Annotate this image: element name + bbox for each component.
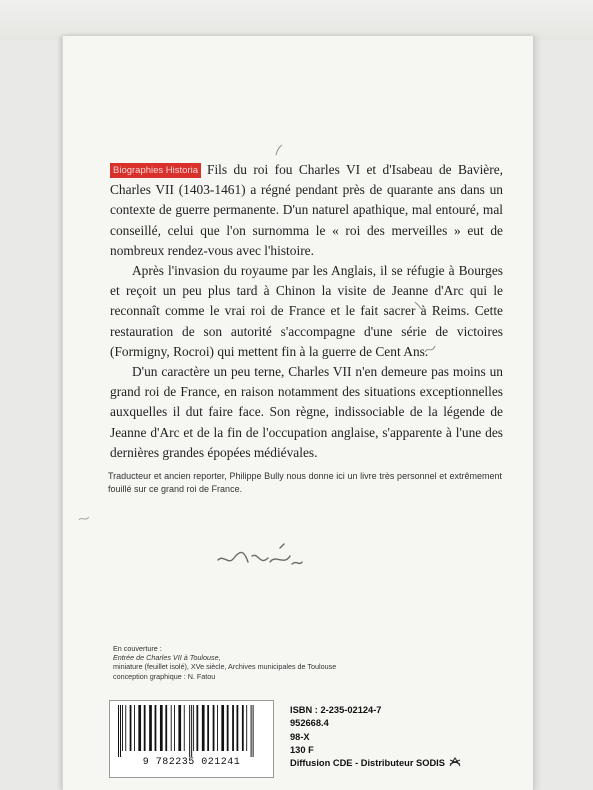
blurb-text-1: Fils du roi fou Charles VI et d'Isabeau de Bavière, Charles VII (1403-1461) a régné pendant près de quarante ans dans un contexte de guerre permanente. D'un naturel apathique, mal entouré, mal conseillé, celui que l'on surnomma le « roi des merveilles » eut de nombreux rendez-vous avec l'histoire.	[110, 162, 503, 258]
barcode-bar	[149, 705, 152, 751]
barcode-bar	[160, 705, 163, 751]
back-cover-blurb	[110, 160, 503, 463]
barcode-bar	[122, 705, 123, 751]
code-line: 98-X	[290, 731, 310, 742]
barcode-bar	[246, 705, 247, 751]
pencil-tick-icon	[423, 342, 437, 356]
isbn-block	[290, 704, 461, 770]
pencil-tick-icon	[77, 514, 93, 524]
blurb-paragraph-3: D'un caractère un peu terne, Charles VII n'en demeure pas moins un grand roi de France, en raison notamment des situations exceptionnelles auxquelles il dut faire face. Son règne, indissociable de la légende de Jeanne d'Arc et de la fin de l'occupation anglaise, s'apparente à l'une des dernières grandes épopées médiévales.	[110, 364, 503, 460]
barcode-bar	[184, 705, 185, 751]
series-tag: Biographies Historia	[110, 163, 201, 178]
barcode-bar	[207, 705, 209, 751]
barcode-bar	[232, 705, 234, 751]
book-back-cover	[62, 36, 534, 790]
sodis-logo-icon	[449, 757, 461, 767]
credits-line: miniature (feuillet isolé), XVe siècle, Archives municipales de Toulouse	[113, 662, 337, 672]
barcode-bar	[242, 705, 244, 751]
barcode-bar	[221, 705, 224, 751]
barcode-bar	[227, 705, 229, 751]
distributor-text: Diffusion CDE - Distributeur SODIS	[290, 758, 445, 769]
author-note: Traducteur et ancien reporter, Philippe Bully nous donne ici un livre très personnel et extrêmement fouillé sur ce grand roi de France.	[108, 471, 502, 494]
barcode-bar	[165, 705, 167, 751]
barcode-bar	[196, 705, 198, 751]
barcode-bar	[125, 705, 126, 751]
barcode-bar	[178, 705, 181, 751]
barcode-bar	[189, 705, 190, 757]
blurb-paragraph-2: Après l'invasion du royaume par les Anglais, il se réfugie à Bourges et reçoit un peu plus tard à Chinon la visite de Jeanne d'Arc qui le reconnaît comme le vrai roi de France et le fait sacrer à Reims. Cette restauration de son autorité s'accompagne d'une série de victoires (Formigny, Rocroi) qui mettent fin à la guerre de Cent Ans.	[110, 263, 503, 359]
barcode-bar	[118, 705, 119, 757]
background	[0, 0, 593, 40]
barcode-bar	[134, 705, 135, 751]
pencil-tick-icon	[413, 299, 425, 313]
barcode-bar	[193, 705, 194, 751]
barcode-bar	[138, 705, 141, 751]
barcode-digits: 9 782235 021241	[142, 757, 241, 768]
code-line: 952668.4	[290, 718, 329, 729]
pencil-mark-icon	[214, 536, 304, 576]
credits-line: conception graphique : N. Fatou	[113, 671, 216, 681]
barcode-bar	[130, 705, 132, 751]
barcode-bar	[251, 705, 252, 757]
barcode-bar	[144, 705, 146, 751]
barcode-bar	[155, 705, 157, 751]
barcode-bars	[116, 705, 267, 757]
blurb-paragraph-1	[110, 160, 503, 261]
barcode-bar	[120, 705, 121, 757]
barcode-bar	[202, 705, 205, 751]
barcode-bar	[171, 705, 172, 751]
barcode-bar	[174, 705, 175, 751]
barcode-bar	[253, 705, 254, 757]
barcode-bar	[237, 705, 239, 751]
isbn-line: ISBN : 2-235-02124-7	[290, 705, 382, 715]
pencil-tick-icon	[273, 143, 285, 157]
barcode-bar	[217, 705, 218, 751]
cover-credits	[113, 644, 373, 681]
credits-line: Entrée de Charles VII à Toulouse,	[113, 653, 221, 663]
barcode-bar	[213, 705, 215, 751]
price-line: 130 F	[290, 744, 314, 755]
barcode-bar	[191, 705, 192, 757]
barcode	[109, 700, 274, 778]
distributor-line	[290, 757, 461, 770]
credits-line: En couverture :	[113, 644, 162, 653]
